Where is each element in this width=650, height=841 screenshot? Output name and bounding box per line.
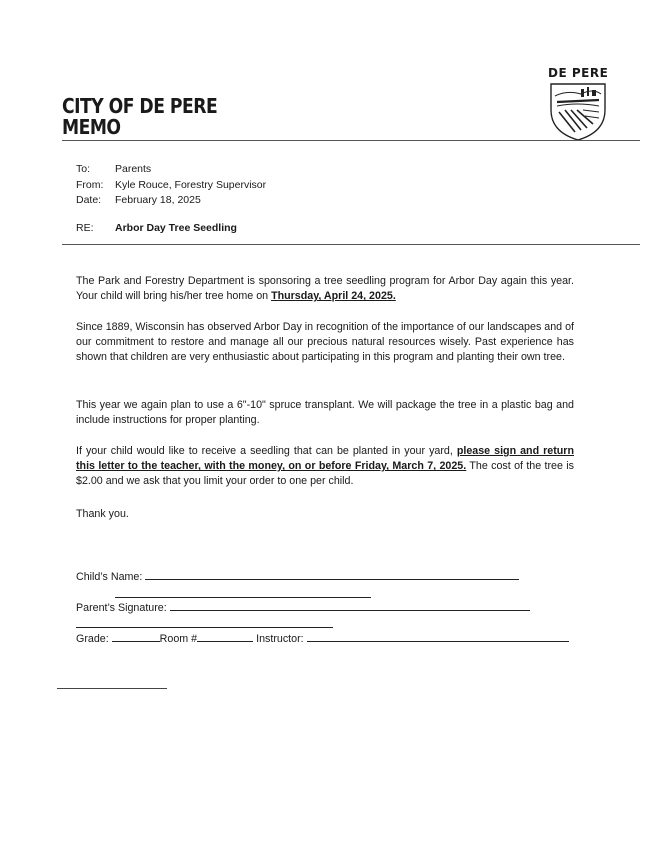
city-logo-wordmark: DE PERE [548, 66, 609, 80]
deadline-note: please sign and return this letter to the teacher, with the money, on or before Friday, March 7, 2025. [76, 445, 574, 473]
childs-name-row [76, 568, 519, 585]
room-label: Room # [159, 633, 198, 645]
parent-signature-label: Parent’s Signature: [76, 602, 167, 614]
meta-divider [62, 244, 640, 245]
delivery-date: Thursday, April 24, 2025. [271, 290, 396, 303]
re-label: RE: [76, 222, 94, 234]
paragraph-transplant: This year we again plan to use a 6"-10" spruce transplant. We will package the tree in a plastic bag and include instructions for proper planting. [76, 399, 574, 427]
paragraph-history: Since 1889, Wisconsin has observed Arbor Day in recognition of the importance of our landscapes and of our commitment to restore and manage all our precious natural resources wisely. Past experience has shown that children are very enthusiastic about participating in this program and planting their own tree. [76, 321, 574, 364]
instructor-field[interactable] [307, 630, 569, 642]
room-field[interactable] [197, 630, 253, 642]
date-value: February 18, 2025 [115, 194, 201, 206]
to-label: To: [76, 163, 91, 175]
childs-name-label: Child’s Name: [76, 571, 143, 583]
memo-org-title: CITY OF DE PERE [62, 94, 218, 118]
paragraph-program [76, 274, 574, 304]
to-value: Parents [115, 163, 152, 175]
closing: Thank you. [76, 508, 129, 520]
memo-title: MEMO [62, 115, 121, 139]
paragraph-program-text: The Park and Forestry Department is sponsoring a tree seedling program for Arbor Day again this year. Your child will bring his/her tree home on [76, 275, 574, 303]
paragraph-instructions [76, 444, 574, 490]
re-value: Arbor Day Tree Seedling [115, 222, 237, 234]
from-value: Kyle Rouce, Forestry Supervisor [115, 179, 267, 191]
grade-row [76, 630, 569, 647]
grade-field[interactable] [112, 630, 160, 642]
paragraph-instructions-rest: The cost of the tree is $2.00 and we ask that you limit your order to one per child. [76, 460, 575, 488]
footnote-separator [57, 688, 167, 689]
re-row [0, 222, 650, 235]
signature-extra-line [76, 627, 333, 628]
parent-signature-field[interactable] [170, 599, 530, 611]
childs-name-extra-line [115, 597, 371, 598]
parent-signature-row [76, 599, 530, 616]
header-divider [62, 140, 640, 141]
instructor-label: Instructor: [256, 633, 304, 645]
from-row [0, 179, 650, 192]
childs-name-field[interactable] [145, 568, 519, 580]
from-label: From: [76, 179, 104, 191]
date-row [0, 194, 650, 207]
to-row [0, 163, 650, 176]
paragraph-instructions-text: If your child would like to receive a seedling that can be planted in your yard, [76, 445, 457, 457]
city-seal-icon [547, 80, 609, 142]
date-label: Date: [76, 194, 102, 206]
grade-label: Grade: [76, 633, 109, 645]
